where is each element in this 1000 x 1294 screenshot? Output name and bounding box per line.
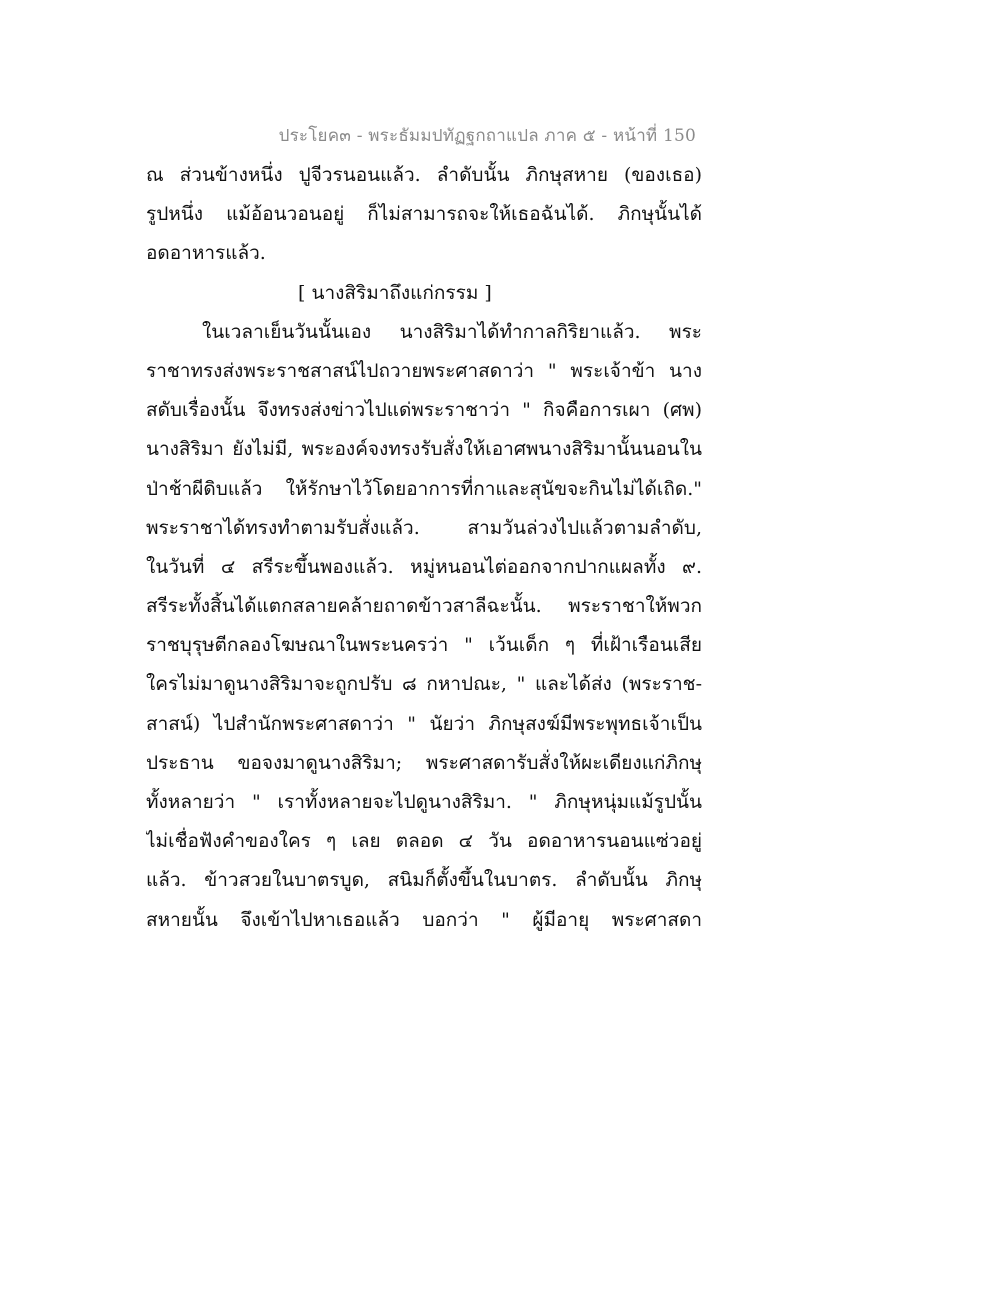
text-line: ราชาทรงส่งพระราชสาสน์ไปถวายพระศาสดาว่า " พระเจ้าข้า นาง bbox=[146, 359, 702, 382]
text-line: ป่าช้าผีดิบแล้ว ให้รักษาไว้โดยอาการที่กาและสุนัขจะกินไม่ได้เถิด." bbox=[146, 477, 702, 500]
text-line: อดอาหารแล้ว. bbox=[146, 242, 266, 265]
text-line: ณ ส่วนข้างหนึ่ง ปูจีวรนอนแล้ว. ลำดับนั้น ภิกษุสหาย (ของเธอ) bbox=[146, 164, 702, 186]
text-line: ในเวลาเย็นวันนั้นเอง นางสิริมาได้ทำกาลกิริยาแล้ว. พระ bbox=[202, 320, 702, 343]
text-line: สหายนั้น จึงเข้าไปหาเธอแล้ว บอกว่า " ผู้มีอายุ พระศาสดา bbox=[146, 908, 702, 931]
text-line: ประธาน ขอจงมาดูนางสิริมา; พระศาสดารับสั่งให้ผะเดียงแก่ภิกษุ bbox=[146, 751, 702, 774]
running-header: ประโยค๓ - พระธัมมปทัฏฐกถาแปล ภาค ๕ - หน้าที่ 150 bbox=[278, 126, 696, 146]
text-line: ใครไม่มาดูนางสิริมาจะถูกปรับ ๘ กหาปณะ, " และได้ส่ง (พระราช- bbox=[146, 673, 702, 696]
text-line: รูปหนึ่ง แม้อ้อนวอนอยู่ ก็ไม่สามารถจะให้เธอฉันได้. ภิกษุนั้นได้ bbox=[146, 203, 702, 226]
text-line: ราชบุรุษตีกลองโฆษณาในพระนครว่า " เว้นเด็ก ๆ ที่เฝ้าเรือนเสีย bbox=[146, 634, 702, 657]
section-heading: [ นางสิริมาถึงแก่กรรม ] bbox=[298, 281, 492, 304]
text-line: ในวันที่ ๔ สรีระขึ้นพองแล้ว. หมู่หนอนไต่ออกจากปากแผลทั้ง ๙. bbox=[146, 555, 702, 578]
text-line: แล้ว. ข้าวสวยในบาตรบูด, สนิมก็ตั้งขึ้นในบาตร. ลำดับนั้น ภิกษุ bbox=[146, 869, 702, 892]
text-line: สดับเรื่องนั้น จึงทรงส่งข่าวไปแด่พระราชาว่า " กิจคือการเผา (ศพ) bbox=[146, 399, 702, 422]
text-line: พระราชาได้ทรงทำตามรับสั่งแล้ว. สามวันล่วงไปแล้วตามลำดับ, bbox=[146, 516, 702, 539]
body-text bbox=[146, 156, 702, 940]
text-line: สรีระทั้งสิ้นได้แตกสลายคล้ายถาดข้าวสาลีฉะนั้น. พระราชาให้พวก bbox=[146, 595, 702, 618]
text-line: สาสน์) ไปสำนักพระศาสดาว่า " นัยว่า ภิกษุสงฆ์มีพระพุทธเจ้าเป็น bbox=[146, 712, 702, 735]
text-line: ทั้งหลายว่า " เราทั้งหลายจะไปดูนางสิริมา. " ภิกษุหนุ่มแม้รูปนั้น bbox=[146, 791, 702, 813]
text-line: นางสิริมา ยังไม่มี, พระองค์จงทรงรับสั่งให้เอาศพนางสิริมานั้นนอนใน bbox=[146, 438, 702, 461]
text-line: ไม่เชื่อฟังคำของใคร ๆ เลย ตลอด ๔ วัน อดอาหารนอนแซ่วอยู่ bbox=[146, 830, 702, 853]
